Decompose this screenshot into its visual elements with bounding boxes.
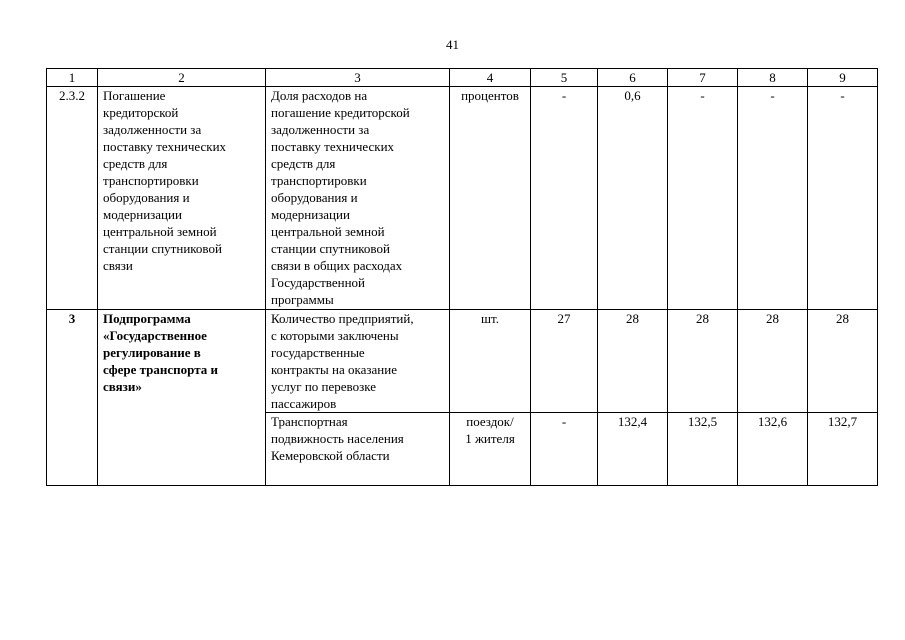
text-line: центральной земной [103, 224, 217, 239]
text-line: транспортировки [103, 173, 199, 188]
header-cell: 7 [668, 69, 738, 87]
subprogram-name [98, 310, 266, 486]
text-line: поездок/ [466, 414, 514, 429]
text-line: Государственной [271, 275, 366, 290]
text-line: Погашение [103, 88, 166, 103]
text-line: программы [271, 292, 334, 307]
text-line: 1 жителя [465, 431, 515, 446]
text-line: Подпрограмма [103, 311, 191, 326]
text-line: оборудования и [103, 190, 190, 205]
text-line: средств для [271, 156, 336, 171]
value-cell: - [738, 87, 808, 310]
header-cell: 1 [47, 69, 98, 87]
header-cell: 2 [98, 69, 266, 87]
text-line: шт. [481, 311, 499, 326]
text-line: сфере транспорта и [103, 362, 218, 377]
text-line: связи в общих расходах [271, 258, 403, 273]
indicator-name [266, 413, 450, 486]
text-line: оборудования и [271, 190, 358, 205]
text-line: станции спутниковой [271, 241, 390, 256]
value-cell: - [531, 87, 598, 310]
text-line: поставку технических [103, 139, 227, 154]
text-line: транспортировки [271, 173, 367, 188]
unit-cell [450, 310, 531, 413]
indicator-name [266, 87, 450, 310]
table-row [47, 87, 878, 310]
text-line: процентов [461, 88, 519, 103]
value-cell: 28 [738, 310, 808, 413]
value-cell: - [668, 87, 738, 310]
text-line: контракты на оказание [271, 362, 397, 377]
measure-name [98, 87, 266, 310]
text-line: регулирование в [103, 345, 201, 360]
text-line: центральной земной [271, 224, 385, 239]
text-line: услуг по перевозке [271, 379, 376, 394]
text-line: кредиторской [103, 105, 179, 120]
text-line: государственные [271, 345, 365, 360]
row-number: 2.3.2 [47, 87, 98, 310]
text-line: модернизации [103, 207, 182, 222]
value-cell: 132,6 [738, 413, 808, 486]
page-number: 41 [446, 37, 459, 52]
unit-cell [450, 87, 531, 310]
text-line: связи [103, 258, 133, 273]
text-line: погашение кредиторской [271, 105, 410, 120]
text-line: Кемеровской области [271, 448, 390, 463]
value-cell: 28 [598, 310, 668, 413]
text-line: пассажиров [271, 396, 337, 411]
value-cell: - [531, 413, 598, 486]
header-cell: 6 [598, 69, 668, 87]
text-line: Транспортная [271, 414, 348, 429]
text-line: «Государственное [103, 328, 207, 343]
text-line: подвижность населения [271, 431, 404, 446]
header-row [47, 69, 878, 87]
header-cell: 8 [738, 69, 808, 87]
text-line: задолженности за [103, 122, 202, 137]
header-cell: 5 [531, 69, 598, 87]
value-cell: 132,4 [598, 413, 668, 486]
text-line: поставку технических [271, 139, 395, 154]
value-cell: - [808, 87, 878, 310]
value-cell: 132,7 [808, 413, 878, 486]
text-line: Количество предприятий, [271, 311, 414, 326]
row-number: 3 [47, 310, 98, 486]
text-line: Доля расходов на [271, 88, 368, 103]
indicators-table [46, 68, 878, 486]
text-line: связи» [103, 379, 142, 394]
text-line: с которыми заключены [271, 328, 399, 343]
table-row [47, 310, 878, 413]
text-line: модернизации [271, 207, 350, 222]
value-cell: 27 [531, 310, 598, 413]
text-line: средств для [103, 156, 168, 171]
indicator-name [266, 310, 450, 413]
header-cell: 3 [266, 69, 450, 87]
header-cell: 9 [808, 69, 878, 87]
text-line: задолженности за [271, 122, 370, 137]
unit-cell [450, 413, 531, 486]
value-cell: 132,5 [668, 413, 738, 486]
text-line: станции спутниковой [103, 241, 222, 256]
value-cell: 0,6 [598, 87, 668, 310]
value-cell: 28 [808, 310, 878, 413]
value-cell: 28 [668, 310, 738, 413]
header-cell: 4 [450, 69, 531, 87]
